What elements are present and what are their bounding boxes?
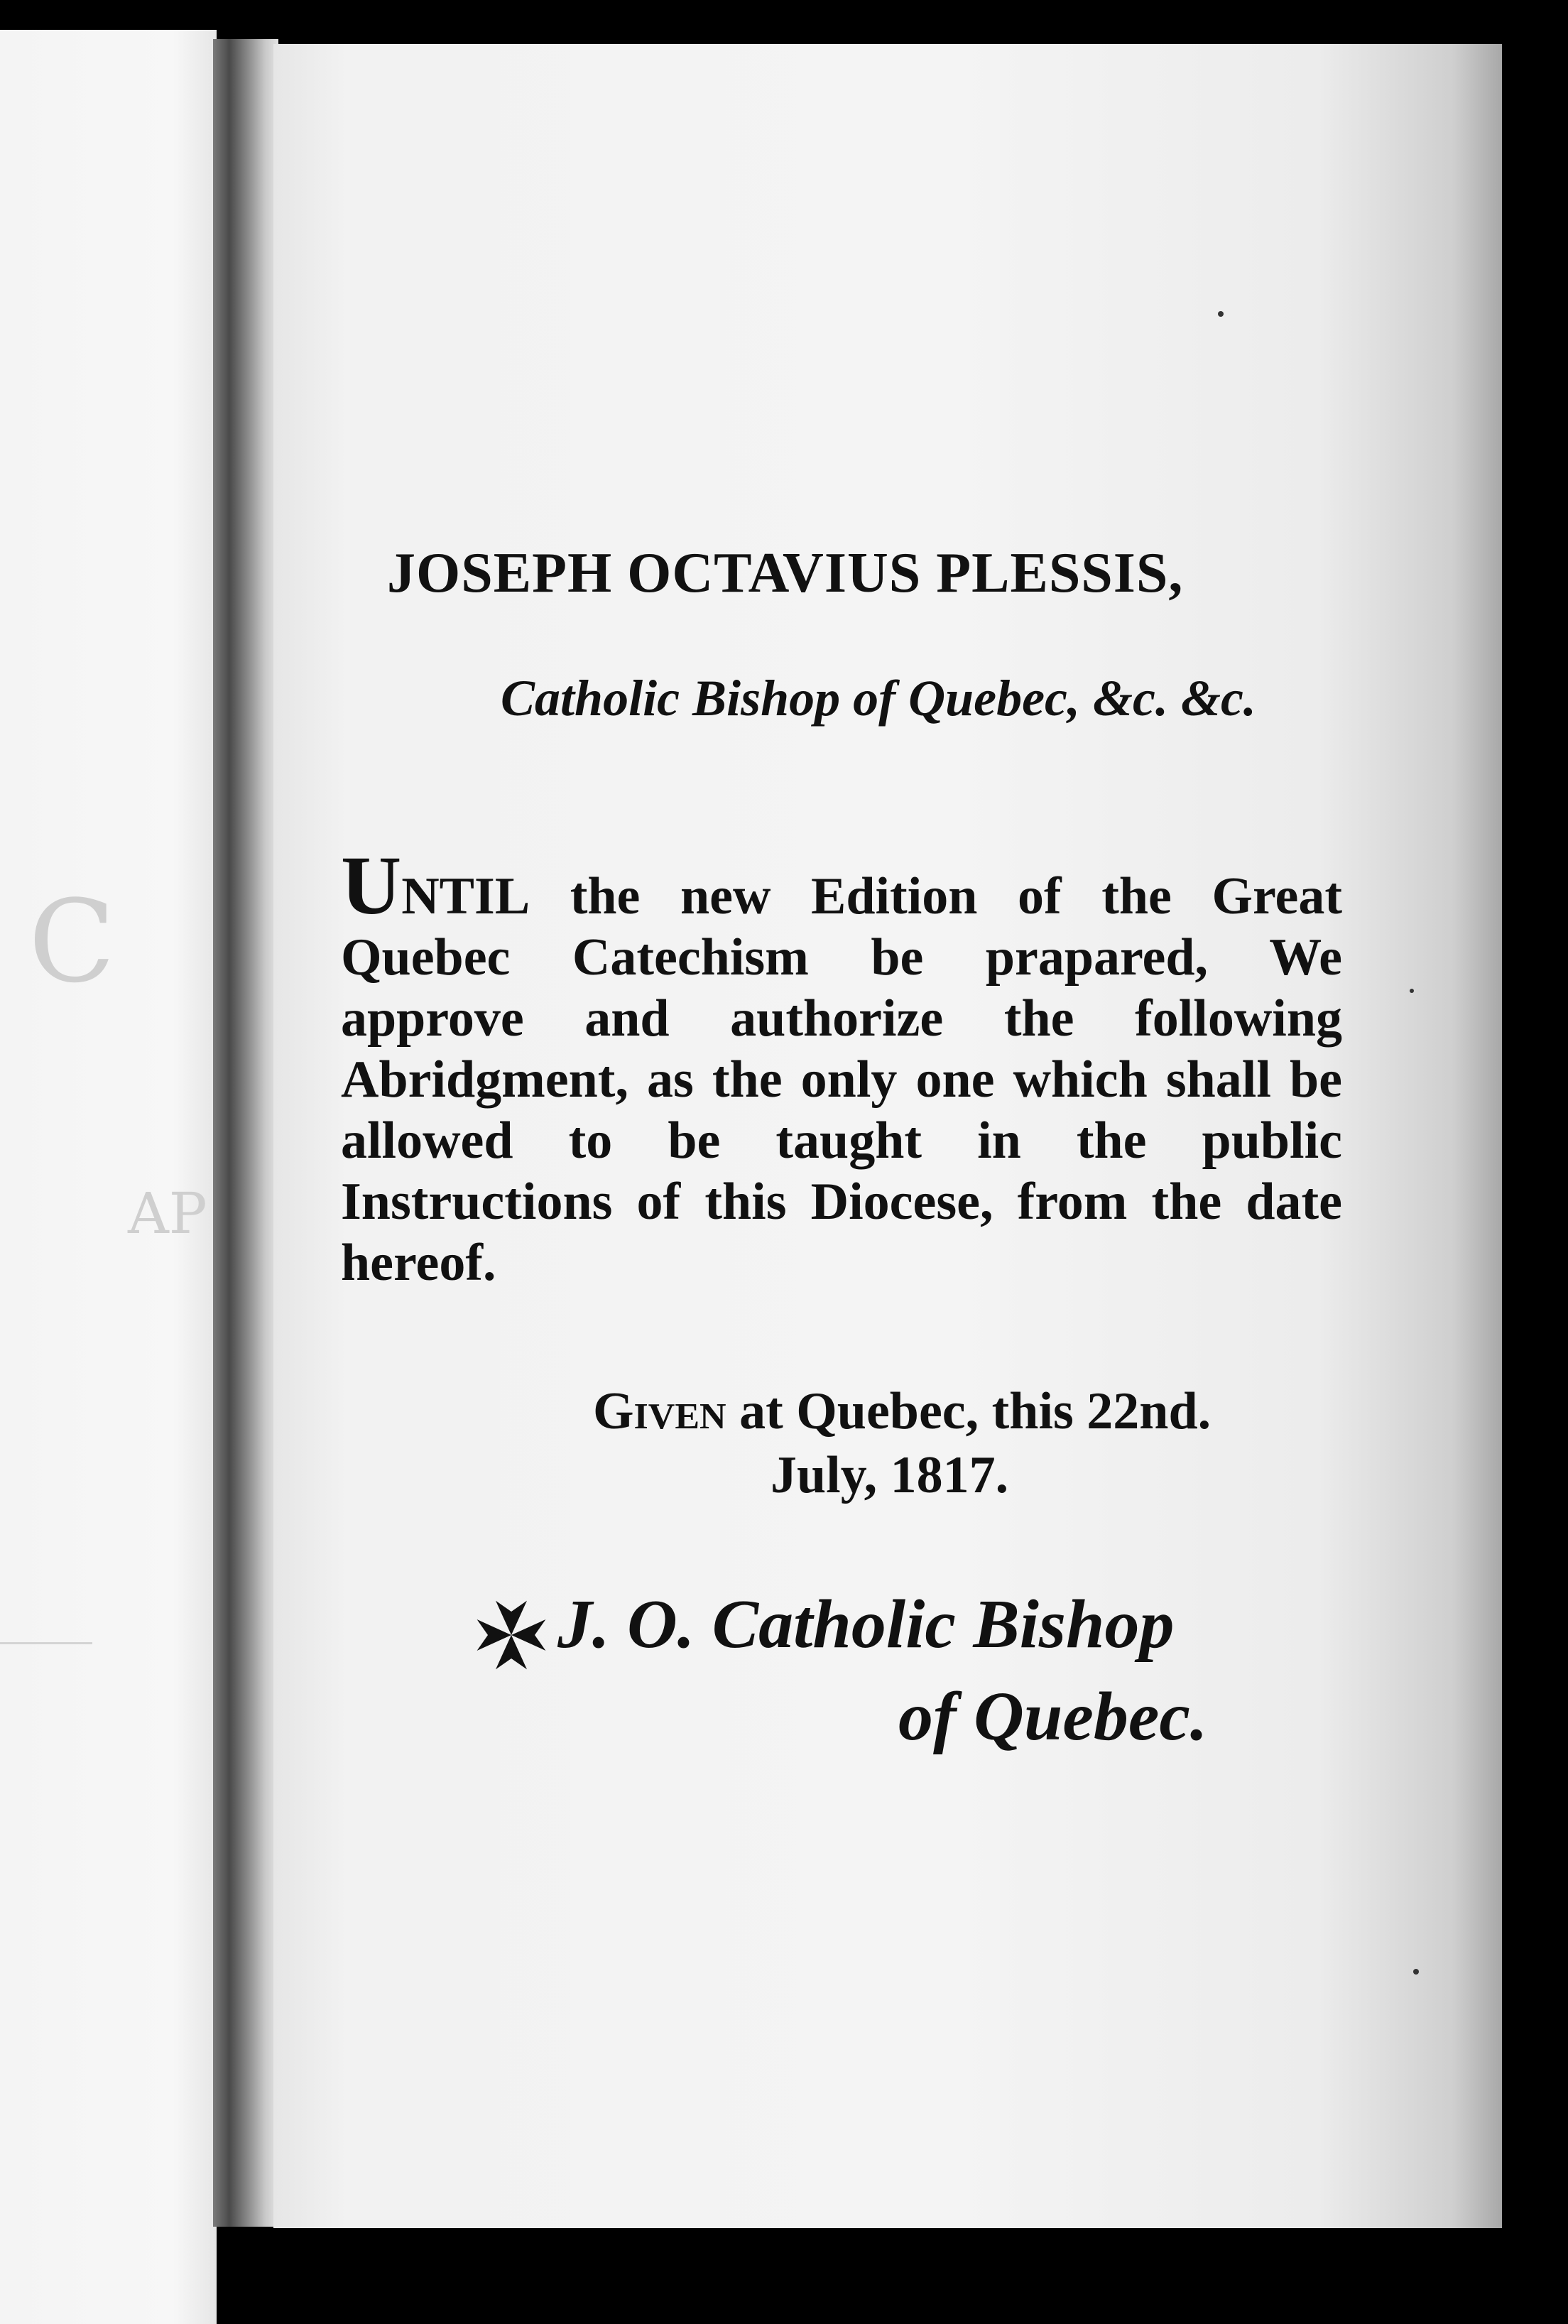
paper-speck	[1218, 311, 1224, 317]
book-gutter	[213, 39, 278, 2227]
opening-smallcaps: NTIL	[401, 867, 530, 925]
dateline-line-1	[593, 1379, 1374, 1443]
right-page	[273, 44, 1502, 2228]
maltese-cross-icon	[472, 1596, 550, 1674]
paper-speck	[1410, 989, 1414, 993]
left-page-ghost-letter: C	[28, 875, 116, 1008]
dateline-text: at Quebec, this 22nd.	[726, 1382, 1212, 1440]
drop-cap: U	[341, 839, 402, 932]
left-page-ghost-fragment: AP	[128, 1180, 207, 1247]
decree-paragraph	[341, 839, 1342, 1293]
left-page-edge	[0, 30, 217, 2324]
page-content	[273, 44, 1502, 2228]
signature-line-2: of Quebec.	[898, 1678, 1208, 1755]
dateline-smallcaps: Given	[593, 1382, 726, 1440]
dateline	[593, 1379, 1374, 1507]
dateline-line-2: July, 1817.	[771, 1446, 1009, 1504]
signature-block	[557, 1578, 1410, 1763]
signature-line-1: J. O. Catholic Bishop	[557, 1586, 1175, 1663]
left-page-rule	[0, 1642, 92, 1644]
page-title: JOSEPH OCTAVIUS PLESSIS,	[387, 542, 1184, 604]
paper-speck	[1413, 1969, 1419, 1975]
decree-text: the new Edition of the Great Quebec Catechism be prapared, We approve and authorize the following Abridgment, as the only one which shall be allowed to be taught in the public Instructions of this Diocese, from the date hereof.	[341, 867, 1342, 1292]
page-subtitle: Catholic Bishop of Quebec, &c. &c.	[501, 670, 1256, 727]
